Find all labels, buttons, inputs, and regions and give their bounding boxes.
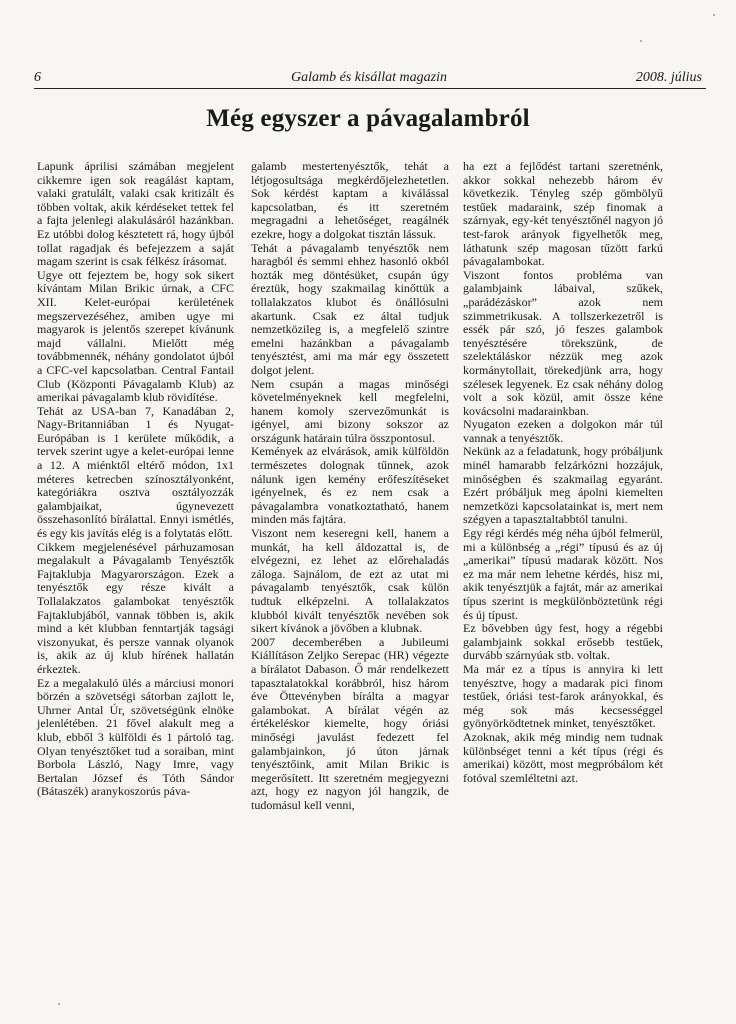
article-title: Még egyszer a pávagalambról: [206, 105, 530, 132]
paragraph: Cikkem megjelenésével párhuzamosan megalakult a Pávagalamb Tenyésztők Fajtaklubja Magyarországon. Ezek a tenyésztők egy része kivált a Tollalakzatos galambokat tenyésztők Fajtaklubjából, vannak többen is, akik mind a két klubban fenntartják tagsági viszonyukat, és persze vannak olyanok is, akik az új klub hírének hallatán érkeztek.: [37, 539, 234, 676]
header-rule: [34, 88, 706, 89]
paragraph: Nem csupán a magas minőségi követelményeknek kell megfelelni, hanem komoly szervezőmunkát is igényel, ami bizony sokszor az országunk határain túlra összpontosul.: [251, 376, 449, 445]
page-header: [34, 68, 704, 88]
paragraph: Nekünk az a feladatunk, hogy próbáljunk minél hamarabb felzárkózni hozzájuk, minőségben és szakmailag egyaránt. Ezért próbáljuk meg ápolni kiemelten nemzetközi kapcsolatainkat is, mert nem szégyen a tapasztaltabbtól tanulni.: [463, 444, 663, 527]
paragraph: 2007 decemberében a Jubileumi Kiállításon Zeljko Serepac (HR) végezte a bírálatot Dabason. Ő már rendelkezett tapasztalatokkal korábbról, hisz három éve Öttevényben bírálta a magyar galambokat. A bírálat végén az értékeléskor kiemelte, hogy óriási minőségi javulást fedezett fel galambjainkon, jó úton járnak tenyésztőink, amit Milan Brikic is megerősített. Itt szeretném megjegyezni azt, hogy ez nagyon jól hangzik, de tudomásul kell venni,: [251, 634, 449, 812]
paragraph: Nyugaton ezeken a dolgokon már túl vannak a tenyésztők.: [463, 417, 663, 445]
page-number: 6: [34, 70, 41, 85]
paragraph: Viszont fontos probléma van galambjaink lábaival, szűkek, „parádézáskor” azok nem szimmetrikusak. A tollszerkezetről is essék pár szó, jó feszes galambok tenyésztésére törekszünk, de szelektáláskor nézzük meg azok kormánytollait, törekedjünk arra, hogy szélesek legyenek. Ez csak néhány dolog volt a sok közül, amit össze kéne kovácsolni madarainkban.: [463, 267, 663, 418]
paragraph: Ez a megalakuló ülés a márciusi monori börzén a szövetségi sátorban zajlott le, Uhrner Antal Úr, szövetségünk elnöke jelenlétében. 21 fővel alakult meg a klub, ebből 3 külföldi és 1 pártoló tag. Olyan tenyésztőket tud a soraiban, mint Borbola László, Nagy Imre, vagy Bertalan József és Tóth Sándor (Bátaszék) aranykoszorús páva-: [37, 675, 234, 799]
paragraph: Tehát az USA-ban 7, Kanadában 2, Nagy-Britanniában 1 és Nyugat-Európában is 1 kerülete működik, a tervek szerint ugye a kelet-európai lenne a 12. A miénktől eltérő módon, 1x1 méteres ketrecben színosztályonként, kategóriákra osztva osztályozzák galambjaikat, úgynevezett összehasonlító bírálattal. Ennyi ismétlés, és egy kis javítás elég is a folytatás előtt.: [37, 403, 234, 541]
paragraph: Viszont nem keseregni kell, hanem a munkát, ha kell áldozattal is, de elvégezni, ez lehet az előrehaladás záloga. Sajnálom, de ezt az utat mi pávagalamb tenyésztők, csak külön tudtuk elképzelni. A tollalakzatos klubból kivált tenyésztők nevében sok sikert kívánok a jövőben a klubnak.: [251, 526, 449, 636]
paragraph: Egy régi kérdés még néha újból felmerül, mi a különbség a „régi” típusú és az új „amerikai” típusú madarak között. Nos ez ma már nem lehetne kérdés, hisz mi, akik tenyésztjük a fajtát, már az amerikai típus szerint is megkülönböztetünk régi és új típust.: [463, 526, 663, 622]
issue-date: 2008. július: [635, 70, 702, 85]
paragraph: Ugye ott fejeztem be, hogy sok sikert kívántam Milan Brikic úrnak, a CFC XII. Kelet-európai kerületének megszervezéséhez, amiben ugye mi magyarok is jelentős szerepet kívánunk majd vállalni. Mielőtt még továbbmennék, néhány gondolatot újból a CFC-vel kapcsolatban. Central Fantail Club (Központi Pávagalamb Klub) az amerikai pávagalamb klub rövidítése.: [37, 267, 234, 405]
paragraph: ha ezt a fejlődést tartani szeretnénk, akkor sokkal nehezebb három év következik. Tényleg szép gömbölyű testűek madaraink, szép finomak a szárnyak, egy-két tenyésztőnél nagyon jó test-farok arányok figyelhetők meg, láthatunk szép magosan tűzött farkú pávagalambokat.: [463, 159, 663, 269]
paragraph: Lapunk áprilisi számában megjelent cikkemre igen sok reagálást kaptam, valaki gratulált, valaki csak kritizált és többen voltak, akik kérdéseket tettek fel a fajta jelenlegi alakulásáról hazánkban. Ez utóbbi dolog késztetett rá, hogy újból tollat ragadjak és befejezzem a saját magam szerint is csak félkész írásomat.: [37, 159, 234, 269]
magazine-name: Galamb és kisállat magazin: [291, 70, 447, 85]
scan-speck: [640, 40, 642, 42]
paragraph: galamb mestertenyésztők, tehát a létjogosultsága megkérdőjelezhetetlen. Sok kérdést kaptam a kiválással kapcsolatban, és itt szeretném megragadni a lehetőséget, reagálnék ezekre, hogy a dolgokat tisztán lássuk.: [251, 159, 449, 241]
text-column-2: [251, 160, 449, 813]
scan-speck: [58, 1003, 60, 1005]
scan-speck: [713, 14, 715, 16]
paragraph: Kemények az elvárások, amik külföldön természetes dolognak tűnnek, azok nálunk igen kemény erőfeszítéseket igényelnek, és ez nem csak a pávagalambra vonatkoztatható, hanem minden más fajtára.: [251, 444, 449, 527]
paragraph: Azoknak, akik még mindig nem tudnak különbséget tenni a két típus (régi és amerikai) között, most megpróbálom két fotóval szemléltetni azt.: [463, 729, 663, 785]
text-column-3: [463, 160, 663, 785]
paragraph: Tehát a pávagalamb tenyésztők nem haragból és semmi ehhez hasonló okból hozták meg döntésüket, csupán úgy éreztük, hogy szakmailag kinőttük a tollalakzatos klubot és önállósulni akartunk. Csak ez által tudjuk nemzetközileg is, a megfelelő szintre emelni hazánkban a pávagalamb tenyésztést, ami ma már egy összetett dolgot jelent.: [251, 240, 449, 377]
paragraph: Ma már ez a típus is annyira ki lett tenyésztve, hogy a madarak pici finom testűek, óriási test-farok arányokkal, és még sok más kecsességgel gyönyörködtetnek minket, tenyésztőket.: [463, 661, 663, 731]
paragraph: Ez bővebben úgy fest, hogy a régebbi galambjaink sokkal erősebb testűek, durvább szárnyúak stb. voltak.: [463, 621, 663, 663]
text-column-1: [37, 160, 234, 799]
